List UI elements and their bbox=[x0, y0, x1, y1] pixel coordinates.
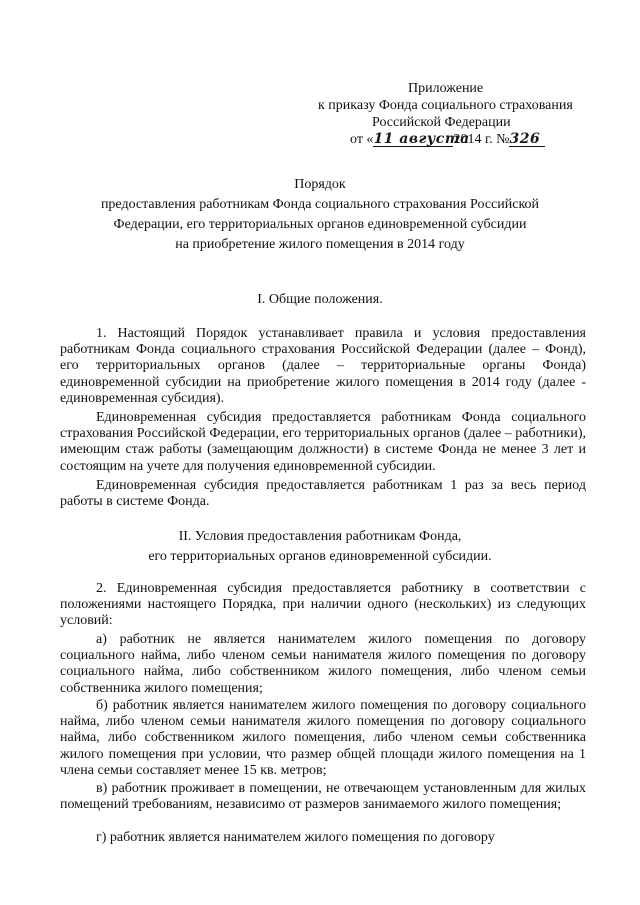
section-2-paragraph-1: 2. Единовременная субсидия предоставляется работнику в соответствии с положениями настоящего Порядка, при наличии одного (нескольких) из следующих условий: bbox=[60, 581, 586, 629]
section-1-heading: I. Общие положения. bbox=[257, 292, 383, 307]
handwritten-date: 11 августа bbox=[373, 131, 470, 147]
document-title bbox=[60, 175, 580, 255]
appendix-date-line bbox=[318, 131, 618, 148]
section-1-paragraph-1: 1. Настоящий Порядок устанавливает правила и условия предоставления работникам Фонда социального страхования Российской Федерации (далее – Фонд), его территориальных органов (далее – территориальные органы Фонда) единовременной субсидии на приобретение жилого помещения в 2014 году (далее - единовременная субсидия). bbox=[60, 326, 586, 406]
title-line-3: Федерации, его территориальных органов единовременной субсидии bbox=[113, 217, 527, 232]
appendix-federation: Российской Федерации bbox=[372, 115, 511, 130]
section-2-heading-line-1: II. Условия предоставления работникам Фонда, bbox=[178, 529, 462, 544]
appendix-order-ref: к приказу Фонда социального страхования bbox=[318, 98, 573, 113]
title-line-2: предоставления работникам Фонда социального страхования Российской bbox=[100, 197, 540, 212]
section-1-paragraph-3: Единовременная субсидия предоставляется работникам 1 раз за весь период работы в системе Фонда. bbox=[60, 478, 586, 510]
handwritten-order-number: 326 bbox=[509, 132, 545, 147]
condition-d: г) работник является нанимателем жилого помещения по договору bbox=[96, 830, 495, 845]
title-line-1: Порядок bbox=[294, 177, 346, 192]
appendix-block bbox=[318, 80, 618, 148]
section-2-heading bbox=[60, 527, 580, 567]
section-1-paragraph-2: Единовременная субсидия предоставляется работникам Фонда социального страхования Российской Федерации, его территориальных органов (далее – работники), имеющим стаж работы (замещающим должности) в системе Фонда не менее 3 лет и состоящим на учете для получения единовременной субсидии. bbox=[60, 410, 586, 474]
appendix-title: Приложение bbox=[408, 81, 484, 96]
section-2-heading-line-2: его территориальных органов единовременной субсидии. bbox=[148, 549, 492, 564]
date-prefix: от « bbox=[350, 132, 374, 147]
condition-a: а) работник не является нанимателем жилого помещения по договору социального найма, либо членом семьи нанимателя жилого помещения по договору социального найма, либо собственником жилого помещения, либо членом семьи собственника жилого помещения; bbox=[60, 632, 586, 696]
condition-b: б) работник является нанимателем жилого помещения по договору социального найма, либо членом семьи нанимателя жилого помещения по договору социального найма, либо собственником жилого помещения, либо членом семьи собственника жилого помещения при условии, что размер общей площади жилого помещения на 1 члена семьи составляет менее 15 кв. метров; bbox=[60, 698, 586, 778]
year-number-label: 2014 г. № bbox=[453, 132, 510, 147]
condition-c: в) работник проживает в помещении, не отвечающем установленным для жилых помещений требованиям, независимо от размеров занимаемого жилого помещения; bbox=[60, 781, 586, 813]
title-line-4: на приобретение жилого помещения в 2014 году bbox=[175, 237, 465, 252]
